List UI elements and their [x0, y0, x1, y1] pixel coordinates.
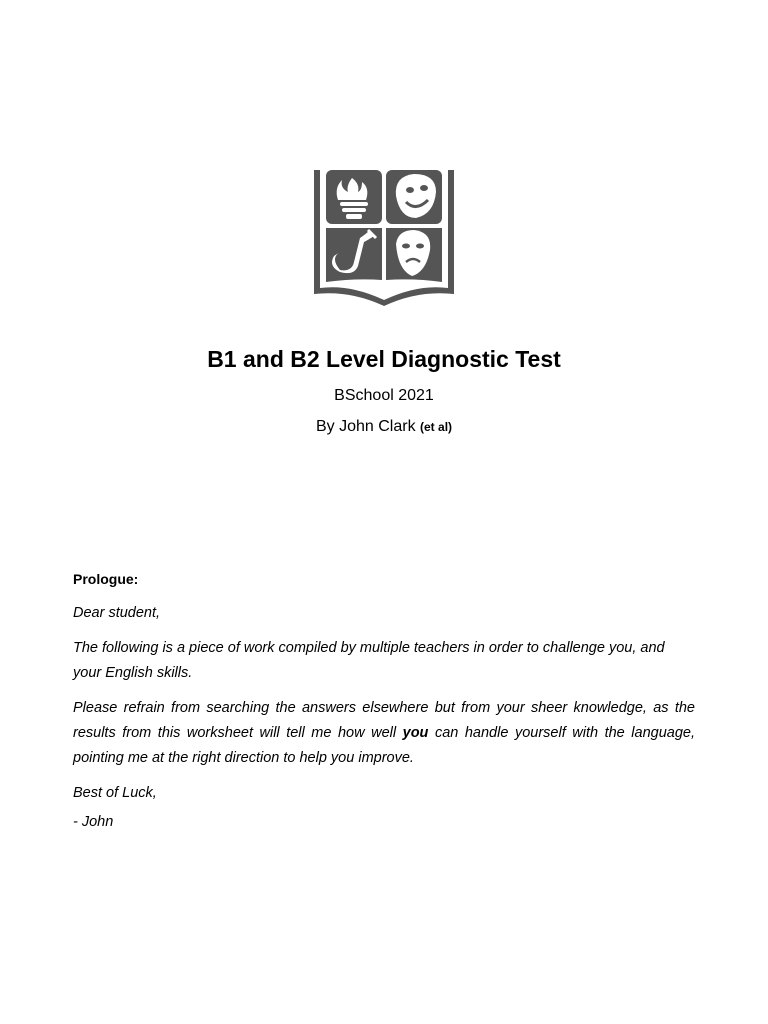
school-crest-logo	[310, 166, 458, 310]
author-name: By John Clark	[315, 418, 416, 435]
instructions-text-start: Please refrain from searching the answers elsewhere but from your sheer knowledge, as the results from this worksheet will tell me how well	[73, 700, 695, 741]
emphasis-word: you	[402, 725, 429, 741]
intro-paragraph: The following is a piece of work compiled by multiple teachers in order to challenge you, and your English skills.	[73, 640, 665, 681]
instructions-text-end: can handle yourself with the language, pointing me at the right direction to help you improve.	[73, 725, 695, 766]
author-note: (et al)	[420, 420, 453, 434]
prologue-heading: Prologue:	[73, 571, 139, 587]
page-title: B1 and B2 Level Diagnostic Test	[207, 346, 561, 372]
instructions-paragraph	[73, 696, 695, 771]
torch-icon	[326, 170, 382, 224]
greeting-text: Dear student,	[73, 605, 161, 621]
music-note-icon	[326, 228, 382, 282]
tragedy-mask-icon	[386, 228, 442, 282]
closing-text: Best of Luck,	[73, 785, 157, 801]
author-byline	[0, 416, 768, 438]
signature-text: - John	[73, 814, 114, 830]
comedy-mask-icon	[386, 170, 442, 224]
page-subtitle: BSchool 2021	[334, 387, 434, 404]
